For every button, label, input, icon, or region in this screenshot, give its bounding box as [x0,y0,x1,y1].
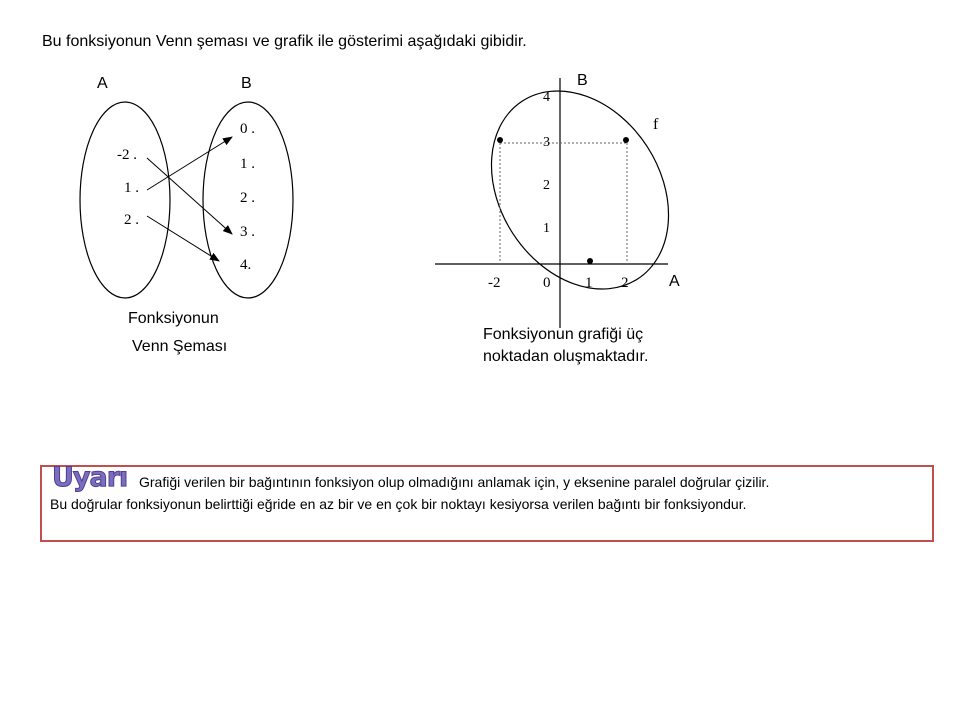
y-tick-label: 4 [543,90,550,105]
set-a-element: -2 . [117,147,137,163]
y-tick-label: 3 [543,135,550,150]
set-a-label: A [97,75,108,92]
y-tick-label: 1 [543,221,550,236]
set-b-element: 0 . [240,121,255,137]
set-a-element: 2 . [124,212,139,228]
venn-caption-line2: Venn Şeması [132,338,228,355]
y-axis-label: B [577,72,588,89]
graph-point-minus2-3 [497,137,503,143]
warning-box [40,462,934,542]
y-tick-label: 2 [543,178,550,193]
arrow-1-to-0 [147,137,232,190]
graph-point-2-3 [623,137,629,143]
set-b-element: 4. [240,257,252,273]
arrow-minus2-to-3 [147,158,232,234]
warning-text-line2: Bu doğrular fonksiyonun belirttiği eğride en az bir ve en çok bir noktayı kesiyorsa verilen bağıntı bir fonksiyondur. [50,496,747,512]
warning-badge: Uyarı [52,462,128,493]
page-heading: Bu fonksiyonun Venn şeması ve grafik ile gösterimi aşağıdaki gibidir. [42,33,527,50]
x-axis-label: A [669,273,680,290]
warning-text-line1: Grafiği verilen bir bağıntının fonksiyon olup olmadığını anlamak için, y eksenine paralel doğrular çizilir. [139,474,770,490]
arrow-2-to-4 [147,216,219,261]
set-a-ellipse [80,102,170,298]
set-a-element: 1 . [124,180,139,196]
set-b-label: B [241,75,252,92]
graph-caption-line2: noktadan oluşmaktadır. [483,348,649,365]
set-b-element: 1 . [240,156,255,172]
x-tick-label: 0 [543,275,551,291]
x-tick-label: 2 [621,275,629,291]
x-tick-label: 1 [585,275,593,291]
graph-caption-line1: Fonksiyonun grafiği üç [483,326,644,343]
x-tick-label: -2 [488,275,501,291]
set-b-element: 3 . [240,224,255,240]
curve-label: f [653,116,659,133]
graph-point-1-0 [587,258,593,264]
set-b-element: 2 . [240,190,255,206]
venn-caption-line1: Fonksiyonun [128,310,219,327]
